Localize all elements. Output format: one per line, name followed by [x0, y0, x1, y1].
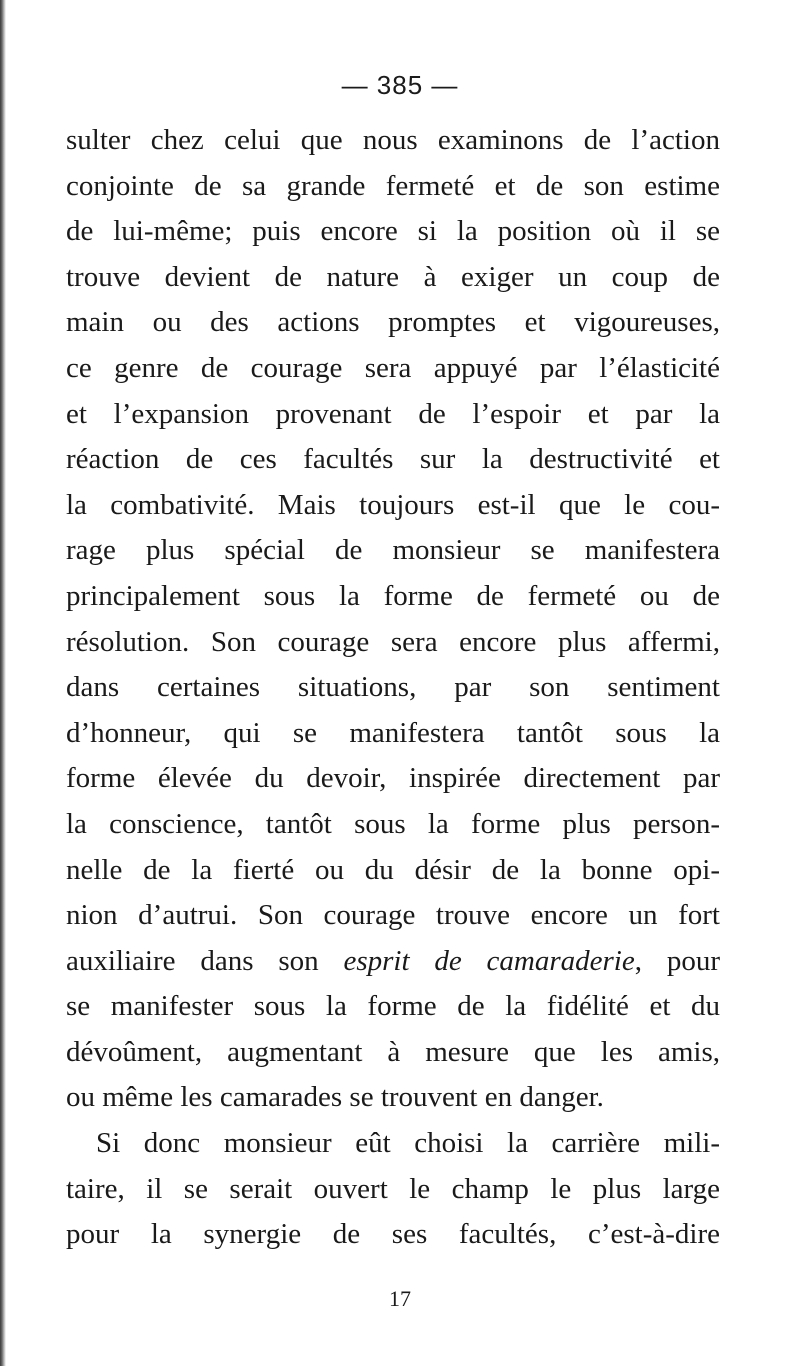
text-line-with-italic: auxiliaire dans son esprit de camaraderie, pour — [66, 944, 720, 977]
text-line: de lui-même; puis encore si la position où il se — [66, 215, 720, 248]
text-line: rage plus spécial de monsieur se manifestera — [66, 534, 720, 567]
text-line: nion d’autrui. Son courage trouve encore un fort — [66, 899, 720, 932]
text-line: main ou des actions promptes et vigoureuses, — [66, 306, 720, 339]
text-line: la combativité. Mais toujours est-il que le cou- — [66, 488, 720, 521]
page-number-header: — 385 — — [341, 70, 459, 100]
text-line: d’honneur, qui se manifestera tantôt sous la — [66, 716, 720, 749]
text-line: principalement sous la forme de fermeté ou de — [66, 579, 720, 612]
text-line: nelle de la fierté ou du désir de la bonne opi- — [66, 853, 720, 886]
signature-mark: 17 — [389, 1286, 411, 1311]
text-line: dévoûment, augmentant à mesure que les amis, — [66, 1035, 720, 1068]
italic-phrase: esprit de camaraderie — [343, 944, 635, 977]
text-line: sulter chez celui que nous examinons de l’action — [66, 124, 720, 156]
text-line: et l’expansion provenant de l’espoir et par la — [66, 397, 720, 430]
text-line: pour la synergie de ses facultés, c’est-à-dire — [66, 1218, 720, 1251]
text-line: taire, il se serait ouvert le champ le plus large — [66, 1172, 720, 1205]
text-line: conjointe de sa grande fermeté et de son estime — [66, 169, 720, 202]
text-line: trouve devient de nature à exiger un coup de — [66, 260, 720, 293]
text-line: ce genre de courage sera appuyé par l’élasticité — [66, 351, 720, 384]
body-paragraph-text — [66, 118, 720, 1258]
text-line: résolution. Son courage sera encore plus affermi, — [66, 625, 720, 658]
binding-gutter-shadow — [0, 0, 6, 1366]
text-line: réaction de ces facultés sur la destructivité et — [66, 443, 720, 476]
text-line: forme élevée du devoir, inspirée directement par — [66, 762, 720, 795]
text-line: ou même les camarades se trouvent en danger. — [66, 1081, 604, 1114]
text-line: la conscience, tantôt sous la forme plus person- — [66, 807, 720, 840]
text-line-paragraph-start: Si donc monsieur eût choisi la carrière mili- — [96, 1127, 720, 1160]
text-line: se manifester sous la forme de la fidélité et du — [66, 990, 720, 1023]
text-line: dans certaines situations, par son sentiment — [66, 671, 720, 704]
